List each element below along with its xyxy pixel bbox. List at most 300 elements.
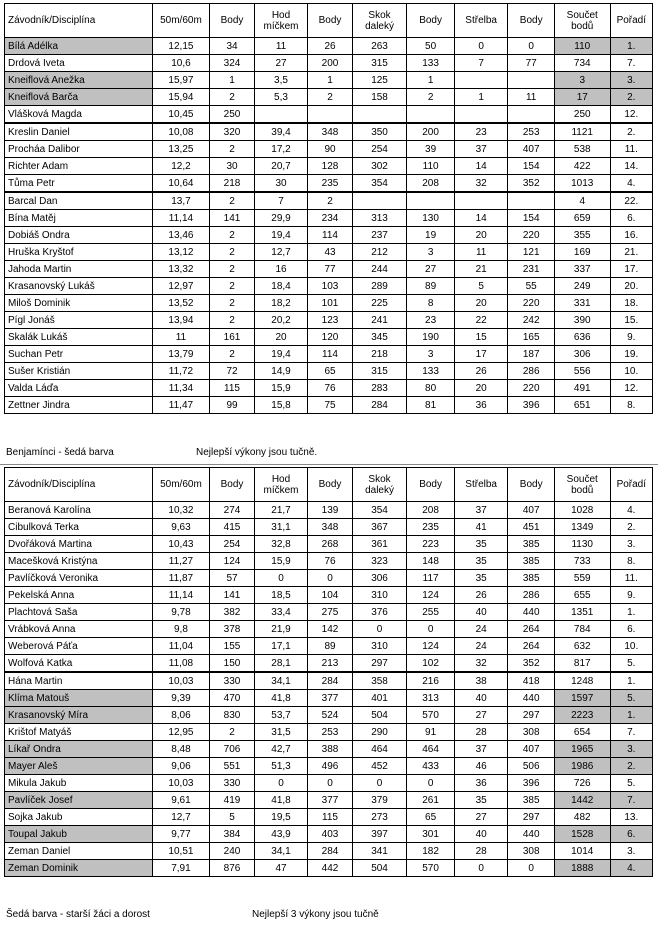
cell-shooting: 35 (454, 536, 508, 553)
note-top3-bold: Nejlepší 3 výkony jsou tučně (252, 909, 379, 920)
cell-competitor-name: Bílá Adélka (5, 38, 153, 55)
cell-total-points: 556 (554, 363, 610, 380)
cell-long-jump: 284 (352, 397, 407, 414)
cell-rank: 9. (610, 587, 652, 604)
cell-long-jump: 283 (352, 380, 407, 397)
cell-shooting-points: 352 (508, 655, 554, 673)
cell-ball-points: 2 (308, 89, 352, 106)
cell-shooting-points: 220 (508, 227, 554, 244)
table-header (5, 4, 653, 38)
cell-rank: 19. (610, 346, 652, 363)
cell-shooting: 0 (454, 38, 508, 55)
cell-total-points: 1121 (554, 123, 610, 141)
cell-shooting: 28 (454, 843, 508, 860)
cell-shooting-points: 264 (508, 621, 554, 638)
cell-total-points: 632 (554, 638, 610, 655)
cell-rank: 1. (610, 38, 652, 55)
table-row (5, 89, 653, 106)
cell-competitor-name: Plachtová Saša (5, 604, 153, 621)
cell-long-jump: 345 (352, 329, 407, 346)
table-row (5, 792, 653, 809)
cell-total-points: 1888 (554, 860, 610, 877)
cell-competitor-name: Macešková Kristýna (5, 553, 153, 570)
cell-ball-points: 200 (308, 55, 352, 72)
cell-ball-points: 235 (308, 175, 352, 193)
cell-rank: 3. (610, 72, 652, 89)
cell-sprint-points: 2 (210, 244, 254, 261)
cell-ball-points: 284 (308, 843, 352, 860)
cell-total-points: 1986 (554, 758, 610, 775)
cell-ball-points: 403 (308, 826, 352, 843)
cell-ball-points: 103 (308, 278, 352, 295)
cell-shooting: 24 (454, 621, 508, 638)
cell-jump-points: 81 (407, 397, 454, 414)
cell-jump-points: 235 (407, 519, 454, 536)
header-total: Součet bodů (554, 4, 610, 38)
cell-jump-points: 223 (407, 536, 454, 553)
cell-jump-points: 133 (407, 55, 454, 72)
cell-total-points: 169 (554, 244, 610, 261)
table-row (5, 141, 653, 158)
cell-competitor-name: Klíma Matouš (5, 690, 153, 707)
table-row (5, 38, 653, 55)
cell-sprint-time: 10,03 (152, 672, 210, 690)
cell-sprint-points: 330 (210, 672, 254, 690)
cell-long-jump: 244 (352, 261, 407, 278)
cell-total-points: 17 (554, 89, 610, 106)
cell-jump-points: 3 (407, 244, 454, 261)
table-row (5, 261, 653, 278)
cell-competitor-name: Pekelská Anna (5, 587, 153, 604)
cell-shooting: 37 (454, 141, 508, 158)
cell-shooting-points: 385 (508, 553, 554, 570)
cell-competitor-name: Dobiáš Ondra (5, 227, 153, 244)
table-row (5, 604, 653, 621)
cell-total-points: 654 (554, 724, 610, 741)
cell-sprint-points: 2 (210, 312, 254, 329)
cell-shooting: 36 (454, 397, 508, 414)
cell-sprint-points: 161 (210, 329, 254, 346)
table-row (5, 621, 653, 638)
cell-sprint-time: 11,27 (152, 553, 210, 570)
cell-competitor-name: Bína Matěj (5, 210, 153, 227)
cell-ball-points: 142 (308, 621, 352, 638)
cell-jump-points (407, 192, 454, 210)
cell-shooting: 26 (454, 363, 508, 380)
table-row (5, 329, 653, 346)
cell-sprint-points: 551 (210, 758, 254, 775)
table-row (5, 312, 653, 329)
cell-sprint-points: 2 (210, 89, 254, 106)
cell-competitor-name: Tůma Petr (5, 175, 153, 193)
cell-shooting-points: 308 (508, 724, 554, 741)
cell-rank: 17. (610, 261, 652, 278)
cell-ball-throw: 16 (254, 261, 308, 278)
cell-total-points: 726 (554, 775, 610, 792)
cell-sprint-points: 141 (210, 587, 254, 604)
cell-competitor-name: Wolfová Katka (5, 655, 153, 673)
cell-shooting-points: 264 (508, 638, 554, 655)
cell-sprint-time: 10,64 (152, 175, 210, 193)
cell-sprint-points: 2 (210, 295, 254, 312)
cell-rank: 6. (610, 826, 652, 843)
cell-sprint-points: 330 (210, 775, 254, 792)
cell-sprint-points: 240 (210, 843, 254, 860)
cell-shooting-points: 396 (508, 397, 554, 414)
cell-sprint-points: 470 (210, 690, 254, 707)
cell-jump-points: 190 (407, 329, 454, 346)
cell-shooting-points (508, 72, 554, 89)
note-juniors: Benjamínci - šedá barva (6, 447, 114, 458)
cell-shooting-points: 297 (508, 707, 554, 724)
cell-shooting-points: 440 (508, 826, 554, 843)
table-row (5, 553, 653, 570)
cell-shooting (454, 192, 508, 210)
cell-shooting-points: 165 (508, 329, 554, 346)
cell-total-points: 337 (554, 261, 610, 278)
cell-total-points: 422 (554, 158, 610, 175)
table-row (5, 363, 653, 380)
cell-shooting: 40 (454, 604, 508, 621)
cell-sprint-time: 9,78 (152, 604, 210, 621)
cell-long-jump: 397 (352, 826, 407, 843)
cell-sprint-time: 12,7 (152, 809, 210, 826)
cell-ball-throw (254, 106, 308, 124)
cell-shooting-points: 220 (508, 295, 554, 312)
cell-jump-points: 208 (407, 175, 454, 193)
cell-total-points: 659 (554, 210, 610, 227)
table-row (5, 346, 653, 363)
cell-jump-points: 102 (407, 655, 454, 673)
cell-total-points: 538 (554, 141, 610, 158)
cell-sprint-time: 13,25 (152, 141, 210, 158)
cell-jump-points: 39 (407, 141, 454, 158)
cell-sprint-points: 34 (210, 38, 254, 55)
cell-long-jump: 237 (352, 227, 407, 244)
table-row (5, 707, 653, 724)
cell-ball-throw: 19,5 (254, 809, 308, 826)
cell-ball-throw: 19,4 (254, 227, 308, 244)
cell-shooting: 35 (454, 553, 508, 570)
table-row (5, 724, 653, 741)
cell-ball-throw: 20,7 (254, 158, 308, 175)
cell-shooting: 37 (454, 741, 508, 758)
cell-competitor-name: Krasanovský Míra (5, 707, 153, 724)
cell-rank: 7. (610, 55, 652, 72)
cell-ball-throw: 33,4 (254, 604, 308, 621)
cell-long-jump: 464 (352, 741, 407, 758)
cell-jump-points: 8 (407, 295, 454, 312)
table-row (5, 570, 653, 587)
cell-sprint-time: 10,43 (152, 536, 210, 553)
header-competitor: Závodník/Disciplína (5, 4, 153, 38)
cell-ball-throw: 19,4 (254, 346, 308, 363)
cell-sprint-time: 9,63 (152, 519, 210, 536)
cell-ball-points: 76 (308, 553, 352, 570)
cell-ball-points: 2 (308, 192, 352, 210)
cell-sprint-time: 10,03 (152, 775, 210, 792)
cell-long-jump: 323 (352, 553, 407, 570)
header-points: Body (508, 468, 554, 502)
cell-rank: 8. (610, 553, 652, 570)
table-row (5, 158, 653, 175)
cell-competitor-name: Mayer Aleš (5, 758, 153, 775)
table-row (5, 72, 653, 89)
cell-ball-throw: 14,9 (254, 363, 308, 380)
cell-shooting-points: 0 (508, 860, 554, 877)
cell-total-points: 249 (554, 278, 610, 295)
cell-ball-points: 213 (308, 655, 352, 673)
cell-rank: 10. (610, 363, 652, 380)
cell-competitor-name: Krasanovský Lukáš (5, 278, 153, 295)
cell-ball-throw: 20 (254, 329, 308, 346)
cell-shooting-points: 407 (508, 502, 554, 519)
cell-ball-throw: 0 (254, 570, 308, 587)
cell-shooting-points: 286 (508, 587, 554, 604)
table-row (5, 397, 653, 414)
cell-shooting: 21 (454, 261, 508, 278)
cell-ball-points: 348 (308, 519, 352, 536)
cell-total-points: 110 (554, 38, 610, 55)
cell-long-jump: 367 (352, 519, 407, 536)
cell-long-jump: 241 (352, 312, 407, 329)
cell-shooting-points: 385 (508, 792, 554, 809)
cell-competitor-name: Sušer Kristián (5, 363, 153, 380)
cell-jump-points: 27 (407, 261, 454, 278)
cell-rank: 6. (610, 621, 652, 638)
cell-competitor-name: Barcal Dan (5, 192, 153, 210)
cell-competitor-name: Vlášková Magda (5, 106, 153, 124)
cell-ball-throw: 51,3 (254, 758, 308, 775)
cell-total-points: 636 (554, 329, 610, 346)
table-header (5, 468, 653, 502)
cell-shooting: 0 (454, 860, 508, 877)
cell-sprint-time: 12,95 (152, 724, 210, 741)
cell-sprint-points: 876 (210, 860, 254, 877)
cell-shooting-points (508, 192, 554, 210)
cell-rank: 5. (610, 775, 652, 792)
cell-jump-points: 2 (407, 89, 454, 106)
cell-sprint-points: 155 (210, 638, 254, 655)
cell-ball-points: 253 (308, 724, 352, 741)
cell-rank: 4. (610, 860, 652, 877)
cell-competitor-name: Krištof Matyáš (5, 724, 153, 741)
cell-ball-throw: 28,1 (254, 655, 308, 673)
cell-shooting: 11 (454, 244, 508, 261)
cell-rank: 3. (610, 741, 652, 758)
cell-rank: 11. (610, 570, 652, 587)
cell-competitor-name: Kneiflová Barča (5, 89, 153, 106)
table-row (5, 210, 653, 227)
cell-shooting: 41 (454, 519, 508, 536)
header-points: Body (407, 4, 454, 38)
cell-shooting-points: 308 (508, 843, 554, 860)
cell-long-jump: 504 (352, 707, 407, 724)
cell-ball-points: 1 (308, 72, 352, 89)
cell-shooting-points: 352 (508, 175, 554, 193)
cell-long-jump: 306 (352, 570, 407, 587)
cell-shooting: 5 (454, 278, 508, 295)
cell-sprint-time: 10,08 (152, 123, 210, 141)
cell-ball-throw: 31,5 (254, 724, 308, 741)
cell-sprint-time: 9,61 (152, 792, 210, 809)
cell-sprint-time: 11,72 (152, 363, 210, 380)
cell-ball-points: 275 (308, 604, 352, 621)
cell-shooting: 26 (454, 587, 508, 604)
cell-shooting: 23 (454, 123, 508, 141)
cell-shooting-points: 385 (508, 536, 554, 553)
cell-shooting: 24 (454, 638, 508, 655)
cell-shooting-points: 55 (508, 278, 554, 295)
cell-ball-points: 89 (308, 638, 352, 655)
cell-sprint-time: 11,08 (152, 655, 210, 673)
cell-rank: 2. (610, 758, 652, 775)
cell-shooting-points: 451 (508, 519, 554, 536)
cell-ball-throw: 21,9 (254, 621, 308, 638)
cell-ball-throw: 12,7 (254, 244, 308, 261)
table-row (5, 741, 653, 758)
cell-shooting: 46 (454, 758, 508, 775)
cell-sprint-time: 12,15 (152, 38, 210, 55)
cell-shooting-points: 121 (508, 244, 554, 261)
cell-sprint-time: 11,34 (152, 380, 210, 397)
cell-jump-points: 130 (407, 210, 454, 227)
cell-ball-throw: 18,2 (254, 295, 308, 312)
cell-long-jump: 310 (352, 587, 407, 604)
header-points: Body (210, 4, 254, 38)
cell-long-jump: 263 (352, 38, 407, 55)
cell-ball-throw: 5,3 (254, 89, 308, 106)
cell-long-jump: 125 (352, 72, 407, 89)
cell-jump-points: 255 (407, 604, 454, 621)
header-competitor: Závodník/Disciplína (5, 468, 153, 502)
cell-sprint-points: 274 (210, 502, 254, 519)
cell-ball-points: 90 (308, 141, 352, 158)
cell-jump-points: 464 (407, 741, 454, 758)
cell-rank: 8. (610, 397, 652, 414)
header-rank: Pořadí (610, 468, 652, 502)
cell-total-points: 390 (554, 312, 610, 329)
cell-jump-points: 50 (407, 38, 454, 55)
cell-ball-throw: 15,9 (254, 380, 308, 397)
cell-ball-throw: 30 (254, 175, 308, 193)
table-row (5, 380, 653, 397)
cell-sprint-points: 150 (210, 655, 254, 673)
table-body (5, 38, 653, 414)
cell-total-points: 250 (554, 106, 610, 124)
cell-shooting-points: 297 (508, 809, 554, 826)
cell-jump-points: 1 (407, 72, 454, 89)
cell-rank: 7. (610, 792, 652, 809)
table-row (5, 244, 653, 261)
cell-long-jump: 376 (352, 604, 407, 621)
cell-shooting: 20 (454, 227, 508, 244)
cell-competitor-name: Miloš Dominik (5, 295, 153, 312)
cell-jump-points: 200 (407, 123, 454, 141)
cell-ball-throw: 41,8 (254, 792, 308, 809)
results-table-2 (4, 467, 653, 877)
cell-sprint-time: 11,14 (152, 587, 210, 604)
cell-shooting: 40 (454, 826, 508, 843)
cell-total-points: 784 (554, 621, 610, 638)
cell-sprint-time: 12,97 (152, 278, 210, 295)
cell-competitor-name: Richter Adam (5, 158, 153, 175)
table-row (5, 860, 653, 877)
cell-rank: 3. (610, 843, 652, 860)
cell-ball-throw: 31,1 (254, 519, 308, 536)
cell-competitor-name: Kneiflová Anežka (5, 72, 153, 89)
cell-ball-throw: 32,8 (254, 536, 308, 553)
cell-competitor-name: Weberová Páťa (5, 638, 153, 655)
table-row (5, 123, 653, 141)
header-points: Body (508, 4, 554, 38)
cell-total-points: 1130 (554, 536, 610, 553)
cell-jump-points: 0 (407, 621, 454, 638)
cell-ball-points: 348 (308, 123, 352, 141)
cell-sprint-time: 10,6 (152, 55, 210, 72)
cell-shooting: 17 (454, 346, 508, 363)
cell-sprint-points: 320 (210, 123, 254, 141)
cell-sprint-points: 254 (210, 536, 254, 553)
cell-sprint-time: 11 (152, 329, 210, 346)
cell-rank: 2. (610, 123, 652, 141)
cell-rank: 5. (610, 655, 652, 673)
cell-jump-points: 313 (407, 690, 454, 707)
cell-competitor-name: Jahoda Martin (5, 261, 153, 278)
cell-rank: 16. (610, 227, 652, 244)
note-best-bold: Nejlepší výkony jsou tučně. (196, 447, 318, 458)
cell-shooting: 32 (454, 655, 508, 673)
cell-jump-points: 23 (407, 312, 454, 329)
cell-shooting-points: 506 (508, 758, 554, 775)
cell-rank: 18. (610, 295, 652, 312)
cell-long-jump: 0 (352, 621, 407, 638)
cell-sprint-time: 9,77 (152, 826, 210, 843)
header-50m: 50m/60m (152, 468, 210, 502)
cell-shooting-points: 77 (508, 55, 554, 72)
cell-ball-throw: 18,4 (254, 278, 308, 295)
cell-long-jump: 225 (352, 295, 407, 312)
cell-long-jump: 290 (352, 724, 407, 741)
cell-sprint-points: 57 (210, 570, 254, 587)
cell-ball-points: 139 (308, 502, 352, 519)
header-points: Body (308, 4, 352, 38)
header-shooting: Střelba (454, 4, 508, 38)
cell-long-jump: 504 (352, 860, 407, 877)
cell-long-jump: 310 (352, 638, 407, 655)
cell-shooting-points: 440 (508, 604, 554, 621)
cell-jump-points: 433 (407, 758, 454, 775)
header-total: Součet bodů (554, 468, 610, 502)
cell-sprint-points: 2 (210, 346, 254, 363)
cell-ball-points: 0 (308, 775, 352, 792)
table-row (5, 843, 653, 860)
cell-shooting: 35 (454, 792, 508, 809)
cell-shooting-points: 154 (508, 158, 554, 175)
cell-ball-points: 234 (308, 210, 352, 227)
cell-sprint-points: 124 (210, 553, 254, 570)
header-long-jump: Skok daleký (352, 468, 407, 502)
cell-competitor-name: Toupal Jakub (5, 826, 153, 843)
cell-total-points: 3 (554, 72, 610, 89)
table-row (5, 655, 653, 673)
table-row (5, 55, 653, 72)
cell-long-jump: 361 (352, 536, 407, 553)
cell-jump-points: 89 (407, 278, 454, 295)
cell-rank: 14. (610, 158, 652, 175)
cell-shooting: 35 (454, 570, 508, 587)
table-row (5, 809, 653, 826)
